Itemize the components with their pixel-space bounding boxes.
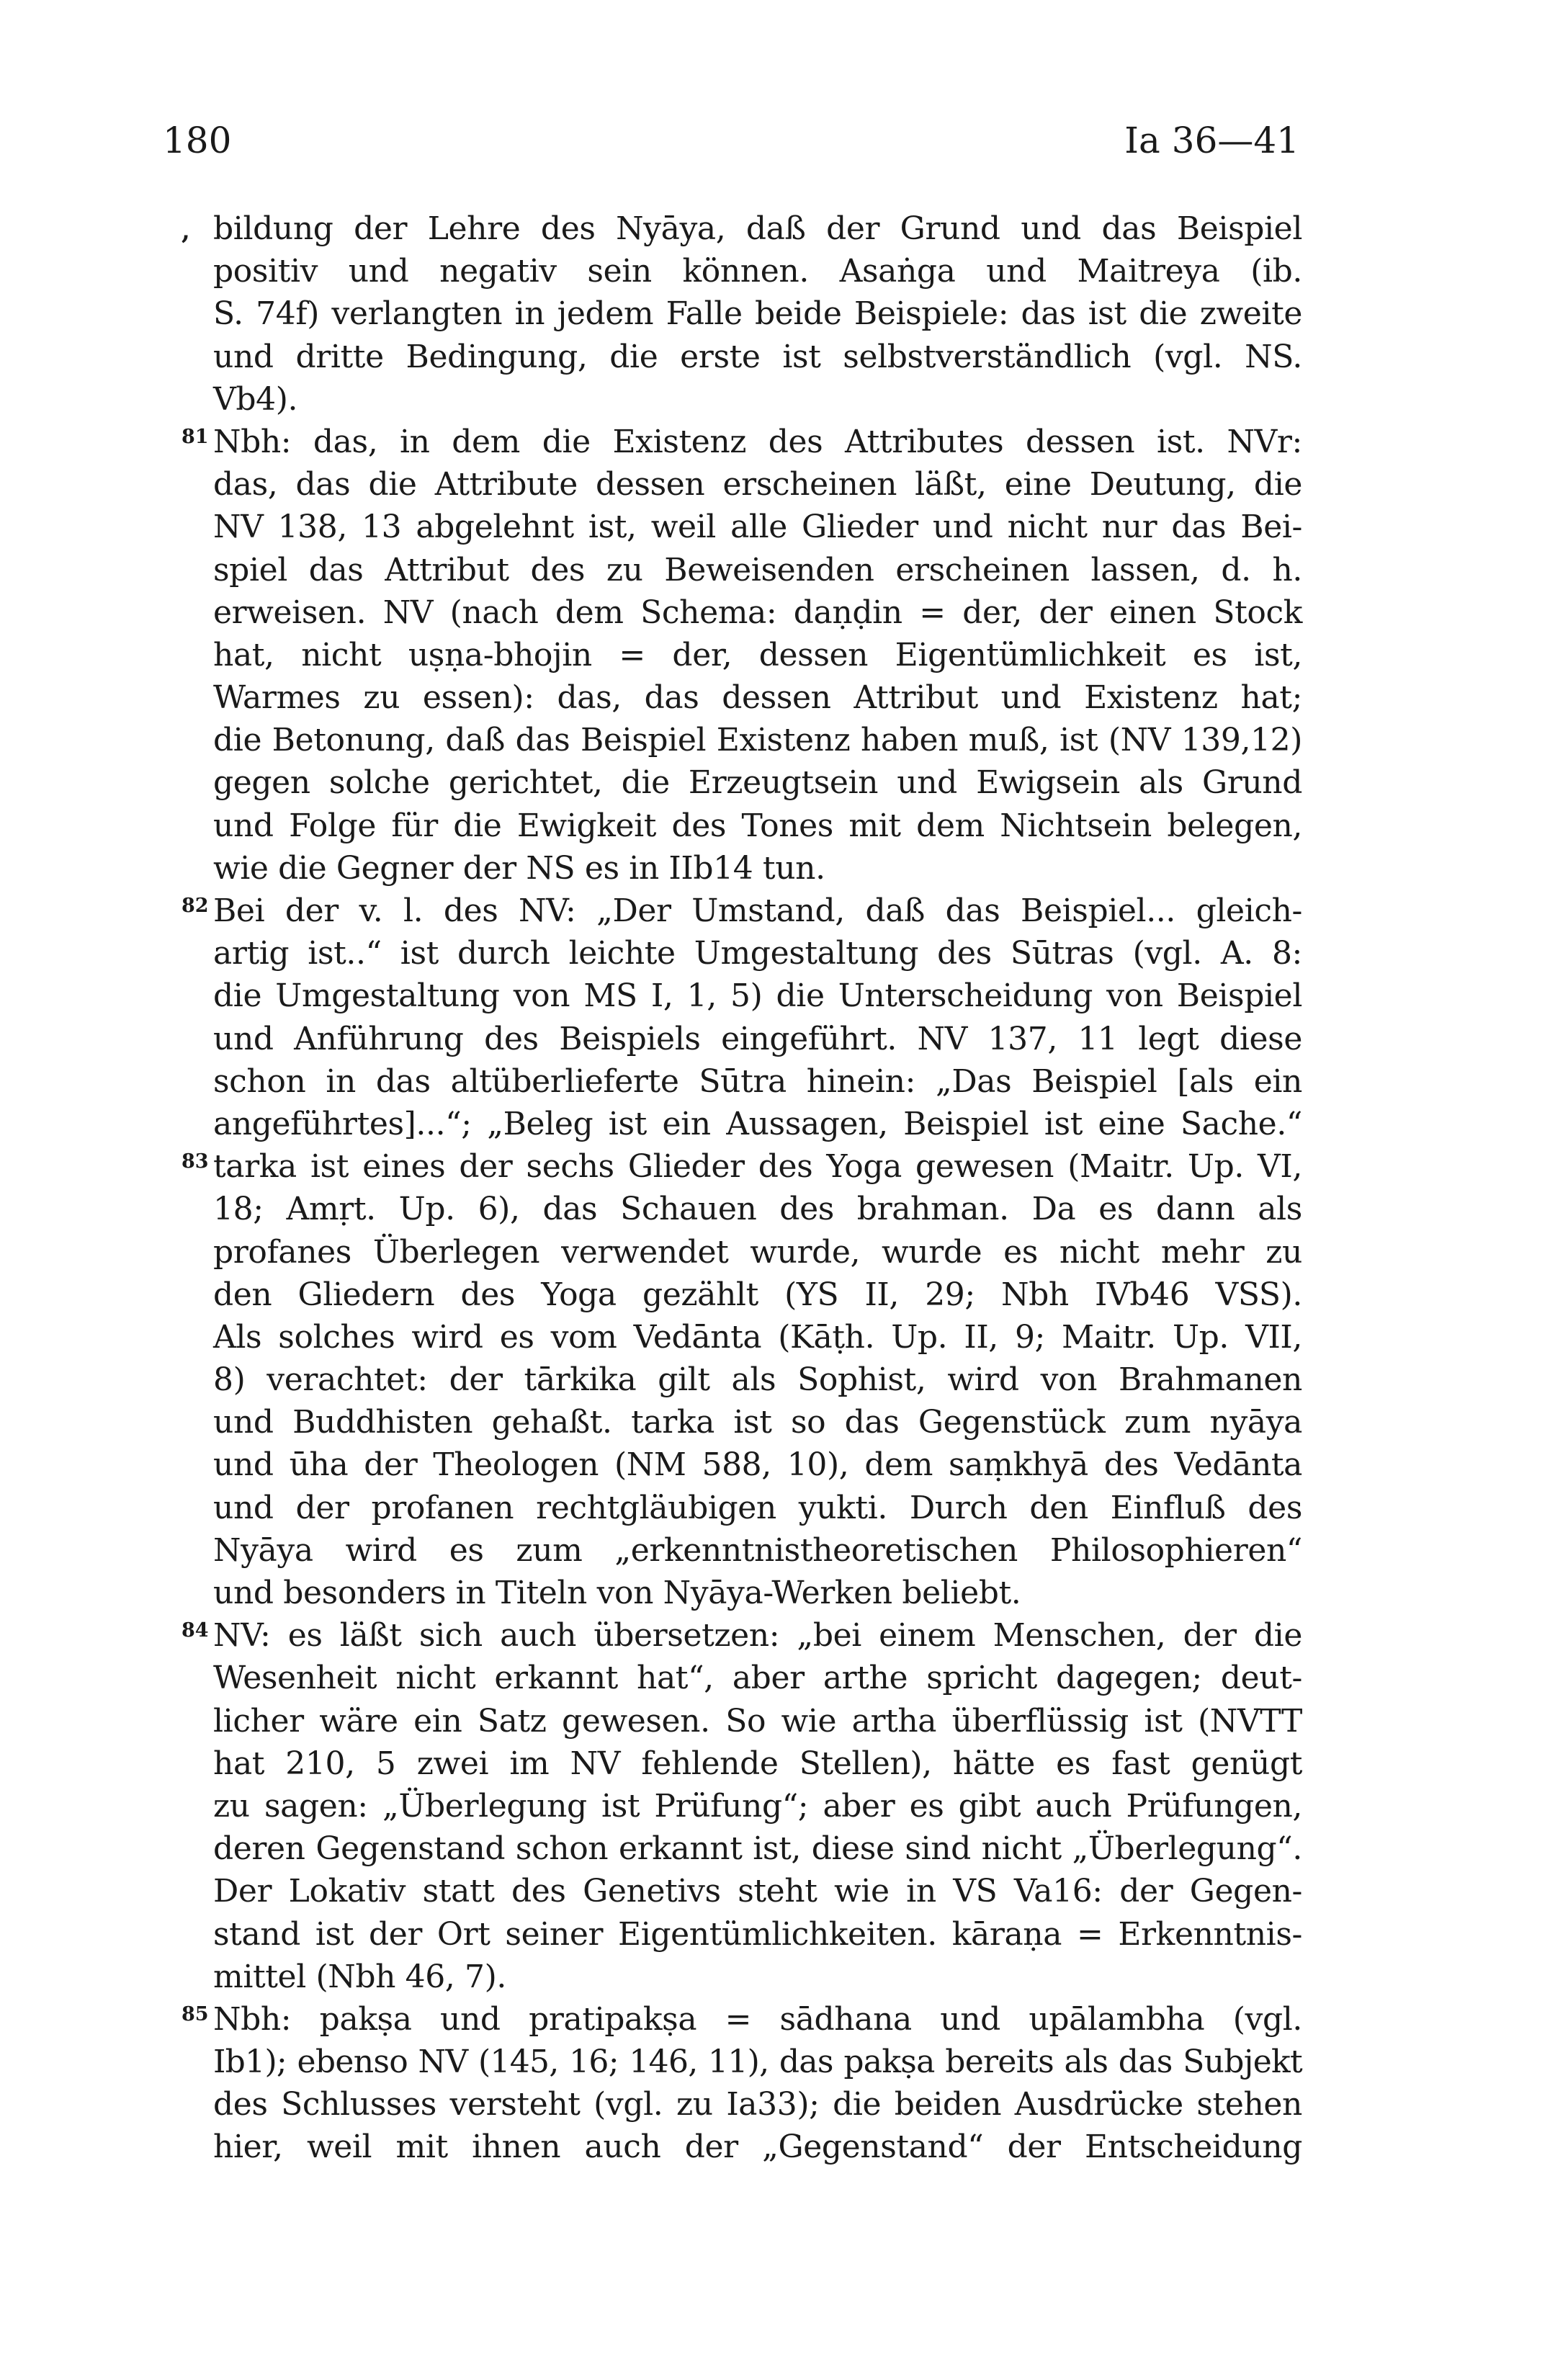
continuation-mark: , (182, 217, 190, 246)
note-line: Vb4). (213, 380, 298, 418)
note-line: den Gliedern des Yoga gezählt (YS II, 29; Nbh IVb46 VSS). (213, 1276, 1302, 1313)
note-line: licher wäre ein Satz gewesen. So wie artha überflüssig ist (NVTT (213, 1702, 1302, 1740)
note-line: und Folge für die Ewigkeit des Tones mit dem Nichtsein belegen, (213, 807, 1302, 844)
note-line: erweisen. NV (nach dem Schema: daṇḍin = der, der einen Stock (213, 594, 1302, 631)
note-line: mittel (Nbh 46, 7). (213, 1958, 506, 1995)
note-number: 84 (182, 1619, 209, 1642)
note-line: stand ist der Ort seiner Eigentümlichkeiten. kāraṇa = Erkenntnis- (213, 1915, 1302, 1953)
note-line: und besonders in Titeln von Nyāya-Werken beliebt. (213, 1575, 1021, 1611)
page-number: 180 (163, 120, 232, 161)
note-continuation (182, 207, 1302, 421)
note-number: 83 (182, 1150, 209, 1173)
note-83 (182, 1145, 1302, 1614)
note-line: und ūha der Theologen (NM 588, 10), dem saṃkhyā des Vedānta (213, 1446, 1302, 1484)
note-line: NV: es läßt sich auch übersetzen: „bei einem Menschen, der die (213, 1617, 1302, 1655)
footnotes-block (182, 207, 1302, 2169)
note-line: 8) verachtet: der tārkika gilt als Sophist, wird von Brahmanen (213, 1361, 1302, 1399)
note-number: 81 (182, 425, 209, 448)
note-line: gegen solche gerichtet, die Erzeugtsein und Ewigsein als Grund (213, 764, 1302, 802)
note-line: das, das die Attribute dessen erscheinen läßt, eine Deutung, die (213, 466, 1302, 503)
note-line: Warmes zu essen): das, das dessen Attribut und Existenz hat; (213, 679, 1302, 717)
note-line: Wesenheit nicht erkannt hat“, aber arthe spricht dagegen; deut- (213, 1660, 1302, 1697)
note-81 (182, 421, 1302, 890)
note-line: Als solches wird es vom Vedānta (Kāṭh. Up. II, 9; Maitr. Up. VII, (213, 1318, 1302, 1356)
note-line: Bei der v. l. des NV: „Der Umstand, daß das Beispiel... gleich- (213, 892, 1302, 929)
note-line: artig ist..“ ist durch leichte Umgestaltung des Sūtras (vgl. A. 8: (213, 935, 1302, 972)
note-line: zu sagen: „Überlegung ist Prüfung“; aber es gibt auch Prüfungen, (213, 1787, 1302, 1825)
note-line: Nyāya wird es zum „erkenntnistheoretischen Philosophieren“ (213, 1531, 1302, 1569)
note-82 (182, 890, 1302, 1145)
note-line: 18; Amṛt. Up. 6), das Schauen des brahman. Da es dann als (213, 1191, 1302, 1228)
running-head (163, 115, 1299, 166)
note-number: 82 (182, 895, 209, 917)
note-line: schon in das altüberlieferte Sūtra hinein: „Das Beispiel [als ein (213, 1062, 1302, 1100)
note-line: und Anführung des Beispiels eingeführt. NV 137, 11 legt diese (213, 1020, 1302, 1057)
note-line: Ib1); ebenso NV (145, 16; 146, 11), das pakṣa bereits als das Subjekt (213, 2044, 1302, 2081)
note-line: Nbh: pakṣa und pratipakṣa = sādhana und upālambha (vgl. (213, 2000, 1302, 2038)
note-line: angeführtes]...“; „Beleg ist ein Aussagen, Beispiel ist eine Sache.“ (213, 1105, 1302, 1142)
note-line: und Buddhisten gehaßt. tarka ist so das Gegenstück zum nyāya (213, 1404, 1302, 1441)
note-line: Der Lokativ statt des Genetivs steht wie in VS Va16: der Gegen- (213, 1873, 1302, 1910)
note-84 (182, 1614, 1302, 1998)
note-line: wie die Gegner der NS es in IIb14 tun. (213, 849, 825, 887)
note-line: positiv und negativ sein können. Asaṅga und Maitreya (ib. (213, 253, 1302, 290)
note-line: und der profanen rechtgläubigen yukti. Durch den Einfluß des (213, 1489, 1302, 1526)
note-line: deren Gegenstand schon erkannt ist, diese sind nicht „Überlegung“. (213, 1830, 1302, 1868)
note-line: die Umgestaltung von MS I, 1, 5) die Unterscheidung von Beispiel (213, 977, 1302, 1015)
note-line: hat, nicht uṣṇa-bhojin = der, dessen Eigentümlichkeit es ist, (213, 636, 1302, 673)
note-line: Nbh: das, in dem die Existenz des Attributes dessen ist. NVr: (213, 423, 1302, 460)
note-line: des Schlusses versteht (vgl. zu Ia33); die beiden Ausdrücke stehen (213, 2086, 1302, 2123)
note-line: die Betonung, daß das Beispiel Existenz haben muß, ist (NV 139,12) (213, 722, 1302, 759)
note-number: 85 (182, 2002, 209, 2025)
note-line: S. 74f) verlangten in jedem Falle beide Beispiele: das ist die zweite (213, 295, 1302, 333)
note-line: NV 138, 13 abgelehnt ist, weil alle Glieder und nicht nur das Bei- (213, 509, 1302, 546)
note-line: und dritte Bedingung, die erste ist selbstverständlich (vgl. NS. (213, 338, 1302, 375)
note-line: hier, weil mit ihnen auch der „Gegenstand“ der Entscheidung (213, 2129, 1302, 2166)
section-reference: Ia 36—41 (1124, 120, 1299, 161)
note-line: profanes Überlegen verwendet wurde, wurde es nicht mehr zu (213, 1233, 1302, 1271)
note-line: bildung der Lehre des Nyāya, daß der Grund und das Beispiel (213, 210, 1302, 247)
note-line: tarka ist eines der sechs Glieder des Yoga gewesen (Maitr. Up. VI, (213, 1148, 1302, 1186)
note-line: spiel das Attribut des zu Beweisenden erscheinen lassen, d. h. (213, 551, 1302, 588)
note-85 (182, 1998, 1302, 2169)
note-line: hat 210, 5 zwei im NV fehlende Stellen), hätte es fast genügt (213, 1745, 1302, 1782)
